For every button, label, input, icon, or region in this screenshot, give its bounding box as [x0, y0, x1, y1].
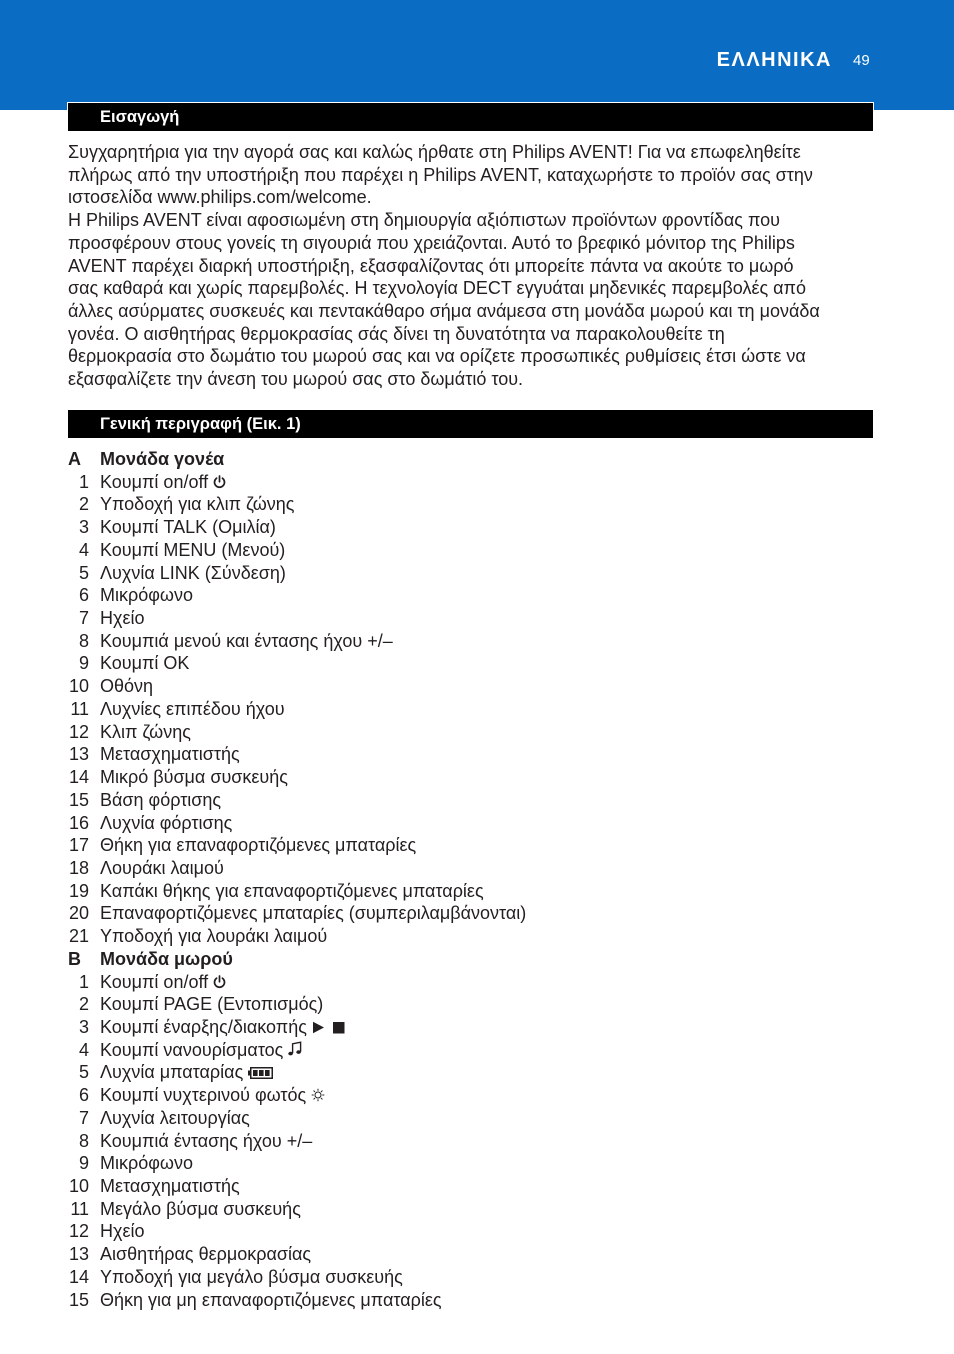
- list-item: [68, 971, 526, 994]
- item-label: Κουμπί PAGE (Εντοπισμός): [100, 994, 324, 1015]
- list-item: [68, 630, 526, 653]
- item-number: 8: [78, 630, 89, 651]
- item-number: 10: [68, 1176, 89, 1196]
- item-label: Ηχείο: [100, 1221, 145, 1242]
- page-number: 49: [853, 52, 870, 69]
- item-number: 17: [68, 835, 89, 856]
- group-letter: A: [68, 449, 81, 469]
- header-band: [0, 0, 954, 110]
- list-item: [68, 652, 526, 675]
- item-number: 7: [78, 608, 89, 629]
- paragraph: [68, 141, 820, 209]
- item-label: Λυχνία φόρτισης: [100, 812, 233, 833]
- item-number: 8: [78, 1130, 89, 1151]
- list-item: [68, 1243, 526, 1266]
- item-label: Αισθητήρας θερμοκρασίας: [100, 1244, 312, 1265]
- item-number: 2: [78, 494, 89, 515]
- list-item: [68, 1130, 526, 1153]
- item-label: Μεγάλο βύσμα συσκευής: [100, 1198, 301, 1219]
- item-number: 9: [78, 1153, 89, 1174]
- list-item: [68, 1016, 526, 1039]
- parts-list: [68, 448, 526, 1311]
- list-item: [68, 516, 526, 539]
- item-label: Κουμπί TALK (Ομιλία): [100, 517, 276, 538]
- section-title: Γενική περιγραφή (Εικ. 1): [100, 415, 301, 433]
- item-number: 18: [68, 857, 89, 878]
- item-label: Μικρό βύσμα συσκευής: [100, 767, 288, 788]
- item-number: 4: [78, 539, 89, 560]
- power-icon: [213, 475, 226, 489]
- list-item: [68, 721, 526, 744]
- list-item: [68, 675, 526, 698]
- item-label: Υποδοχή για κλιπ ζώνης: [100, 494, 295, 515]
- item-number: 5: [78, 1062, 89, 1083]
- list-item: [68, 698, 526, 721]
- list-item: [68, 1061, 526, 1084]
- group-title: Μονάδα μωρού: [100, 948, 233, 969]
- item-number: 6: [78, 1085, 89, 1106]
- item-number: 2: [78, 994, 89, 1015]
- item-number: 7: [78, 1107, 89, 1128]
- list-item: [68, 471, 526, 494]
- section-bar-overview: [68, 410, 873, 438]
- item-label: Λυχνίες επιπέδου ήχου: [100, 698, 285, 719]
- list-item: [68, 1198, 526, 1221]
- item-label: Μετασχηματιστής: [100, 744, 240, 765]
- list-item: [68, 1039, 526, 1062]
- list-item: [68, 1289, 526, 1312]
- item-number: 15: [68, 789, 89, 810]
- power-icon: [213, 975, 226, 989]
- item-number: 3: [78, 1016, 89, 1037]
- item-label: Λυχνία LINK (Σύνδεση): [100, 562, 286, 583]
- item-label: Κουμπί OK: [100, 653, 190, 674]
- item-number: 6: [78, 585, 89, 606]
- text-line: AVENT παρέχει διαρκή υποστήριξη, εξασφαλίζοντας ότι μπορείτε πάντα να ακούτε το μωρό: [68, 255, 794, 276]
- list-item: [68, 1084, 526, 1107]
- item-number: 10: [68, 676, 89, 697]
- list-item: [68, 743, 526, 766]
- item-number: 16: [68, 812, 89, 833]
- item-label: Μικρόφωνο: [100, 1153, 193, 1174]
- list-item: [68, 834, 526, 857]
- item-number: 13: [68, 1244, 89, 1265]
- item-number: 15: [68, 1289, 89, 1310]
- item-number: 20: [68, 903, 89, 924]
- item-label: Κουμπί έναρξης/διακοπής: [100, 1016, 307, 1037]
- list-item: [68, 562, 526, 585]
- item-number: 14: [68, 767, 89, 788]
- item-label: Μικρόφωνο: [100, 585, 193, 606]
- item-number: 11: [70, 1198, 89, 1219]
- item-label: Μετασχηματιστής: [100, 1176, 240, 1196]
- section-title: Εισαγωγή: [100, 108, 180, 126]
- item-label: Θήκη για επαναφορτιζόμενες μπαταρίες: [100, 835, 417, 856]
- item-label: Κλιπ ζώνης: [100, 721, 191, 742]
- item-number: 1: [78, 471, 89, 492]
- item-label: Οθόνη: [100, 676, 154, 697]
- text-line: γονέα. Ο αισθητήρας θερμοκρασίας σάς δίνει τη δυνατότητα να παρακολουθείτε τη: [68, 323, 725, 344]
- item-label: Λυχνία λειτουργίας: [100, 1107, 250, 1128]
- item-label: Θήκη για μη επαναφορτιζόμενες μπαταρίες: [100, 1289, 442, 1310]
- list-item: [68, 993, 526, 1016]
- item-label: Κουμπί on/off: [100, 471, 209, 492]
- list-item: [68, 902, 526, 925]
- item-number: 19: [68, 880, 89, 901]
- intro-text: [68, 141, 820, 391]
- item-number: 21: [68, 926, 89, 947]
- item-label: Υποδοχή για μεγάλο βύσμα συσκευής: [100, 1266, 403, 1287]
- list-item: [68, 1152, 526, 1175]
- item-label: Κουμπί MENU (Μενού): [100, 539, 286, 560]
- text-line: ιστοσελίδα www.philips.com/welcome.: [68, 187, 372, 208]
- text-line: θερμοκρασία στο δωμάτιο του μωρού σας και να ορίζετε προσωπικές ρυθμίσεις έτσι ώστε να: [68, 346, 806, 367]
- item-label: Κουμπί on/off: [100, 971, 209, 992]
- group-heading-parent-unit: [68, 448, 526, 471]
- text-line: Η Philips AVENT είναι αφοσιωμένη στη δημιουργία αξιόπιστων προϊόντων φροντίδας που: [68, 210, 781, 231]
- item-number: 11: [70, 698, 89, 719]
- item-label: Υποδοχή για λουράκι λαιμού: [100, 926, 328, 947]
- text-line: Συγχαρητήρια για την αγορά σας και καλώς ήρθατε στη Philips AVENT! Για να επωφεληθείτε: [68, 142, 801, 162]
- item-number: 14: [68, 1266, 89, 1287]
- list-item: [68, 584, 526, 607]
- battery-icon: [248, 1067, 273, 1079]
- item-label: Καπάκι θήκης για επαναφορτιζόμενες μπαταρίες: [100, 880, 484, 901]
- list-item: [68, 1220, 526, 1243]
- item-label: Κουμπιά έντασης ήχου +/–: [100, 1130, 313, 1151]
- section-bar-intro: [68, 103, 873, 131]
- list-item: [68, 1175, 526, 1198]
- list-item: [68, 493, 526, 516]
- item-number: 1: [78, 971, 89, 992]
- group-letter: B: [68, 948, 81, 969]
- text-line: εξασφαλίζετε την άνεση του μωρού σας στο δωμάτιό του.: [68, 369, 524, 390]
- list-item: [68, 766, 526, 789]
- item-label: Επαναφορτιζόμενες μπαταρίες (συμπεριλαμβάνονται): [100, 903, 527, 924]
- list-item: [68, 925, 526, 948]
- play-stop-icon: [312, 1021, 346, 1034]
- group-title: Μονάδα γονέα: [100, 449, 225, 469]
- item-label: Ηχείο: [100, 608, 145, 629]
- list-item: [68, 607, 526, 630]
- lullaby-music-icon: [288, 1041, 302, 1057]
- paragraph: [68, 209, 820, 391]
- item-number: 5: [78, 562, 89, 583]
- item-number: 4: [78, 1039, 89, 1060]
- item-label: Κουμπί νανουρίσματος: [100, 1039, 284, 1060]
- item-label: Λυχνία μπαταρίας: [100, 1062, 244, 1083]
- item-number: 12: [68, 721, 89, 742]
- item-label: Κουμπί νυχτερινού φωτός: [100, 1085, 307, 1106]
- text-line: προσφέρουν στους γονείς τη σιγουριά που χρειάζονται. Αυτό το βρεφικό μόνιτορ της Philips: [68, 232, 795, 253]
- list-item: [68, 880, 526, 903]
- item-number: 12: [68, 1221, 89, 1242]
- list-item: [68, 1266, 526, 1289]
- item-label: Βάση φόρτισης: [100, 789, 222, 810]
- text-line: πλήρως από την υποστήριξη που παρέχει η Philips AVENT, καταχωρήστε το προϊόν σας στην: [68, 164, 813, 185]
- item-number: 3: [78, 517, 89, 538]
- item-number: 13: [68, 744, 89, 765]
- item-label: Λουράκι λαιμού: [100, 857, 224, 878]
- list-item: [68, 789, 526, 812]
- text-line: σας καθαρά και χωρίς παρεμβολές. Η τεχνολογία DECT εγγυάται μηδενικές παρεμβολές από: [68, 278, 806, 299]
- group-heading-baby-unit: [68, 948, 526, 971]
- list-item: [68, 1107, 526, 1130]
- list-item: [68, 812, 526, 835]
- language-label: ΕΛΛΗΝΙΚΑ: [716, 49, 832, 71]
- list-item: [68, 539, 526, 562]
- list-item: [68, 857, 526, 880]
- night-light-icon: [311, 1088, 325, 1102]
- item-label: Κουμπιά μενού και έντασης ήχου +/–: [100, 630, 393, 651]
- text-line: άλλες ασύρματες συσκευές και πεντακάθαρο σήμα ανάμεσα στη μονάδα μωρού και τη μονάδα: [68, 301, 820, 322]
- item-number: 9: [78, 653, 89, 674]
